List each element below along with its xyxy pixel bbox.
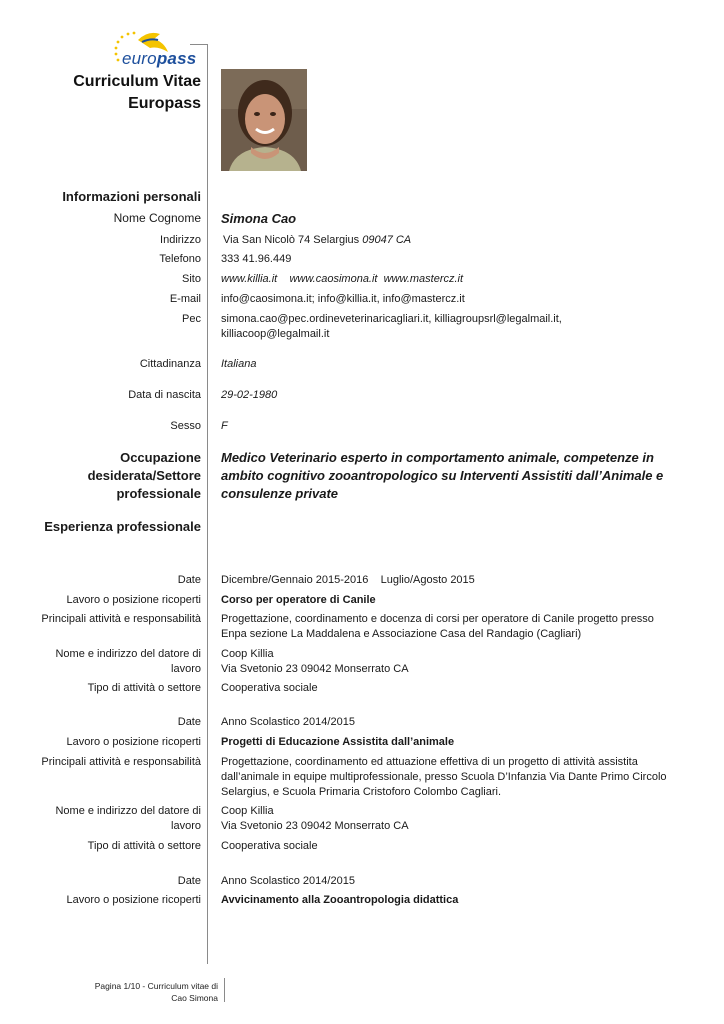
entry3-position-label: Lavoro o posizione ricoperti	[66, 894, 201, 906]
entry2-sector-label: Tipo di attività o settore	[87, 840, 201, 852]
entry2-employer	[221, 804, 691, 834]
citizenship-label: Cittadinanza	[139, 358, 201, 370]
birth-label: Data di nascita	[128, 389, 201, 401]
entry2-activities-label: Principali attività e responsabilità	[41, 756, 201, 768]
site-value[interactable]: www.killia.it www.caosimona.it www.mastercz.it	[221, 273, 464, 285]
cv-title	[73, 71, 201, 115]
entry2-employer-line2: Via Svetonio 23 09042 Monserrato CA	[221, 820, 409, 832]
occupation-value	[221, 449, 691, 503]
cv-title-line1: Curriculum Vitae	[73, 73, 201, 90]
address-label: Indirizzo	[160, 234, 201, 246]
entry1-employer-line2: Via Svetonio 23 09042 Monserrato CA	[221, 663, 409, 675]
address-street: Via San Nicolò 74 Selargius	[223, 234, 363, 246]
entry1-activities-line1: Progettazione, coordinamento e docenza di corsi per operatore di Canile progetto presso	[221, 613, 654, 625]
entry3-date: Anno Scolastico 2014/2015	[221, 875, 355, 887]
entry2-employer-line1: Coop Killia	[221, 805, 274, 817]
occupation-value-line1: Medico Veterinario esperto in comportamento animale, competenze in	[221, 450, 654, 465]
footer-line2: Cao Simona	[171, 993, 218, 1003]
sex-label: Sesso	[170, 420, 201, 432]
entry2-activities	[221, 755, 691, 800]
profile-photo	[221, 69, 307, 171]
email-value[interactable]: info@caosimona.it; info@killia.it, info@mastercz.it	[221, 293, 465, 305]
occupation-value-line3: consulenze private	[221, 486, 339, 501]
entry1-activities-line2: Enpa sezione La Maddalena e Associazione Casa del Randagio (Cagliari)	[221, 628, 582, 640]
entry2-employer-label	[55, 804, 201, 834]
entry2-date-label: Date	[177, 716, 201, 728]
logo-pass-text: pass	[156, 49, 197, 68]
occupation-label-line3: professionale	[116, 486, 201, 501]
occupation-label	[88, 449, 201, 503]
name-value: Simona Cao	[221, 211, 297, 226]
address-value	[223, 233, 693, 248]
logo-euro-text: euro	[122, 49, 157, 68]
pec-line2: killiacoop@legalmail.it	[221, 328, 330, 340]
pec-value[interactable]	[221, 312, 691, 342]
section-personal-info: Informazioni personali	[62, 189, 201, 204]
birth-value: 29-02-1980	[221, 389, 278, 401]
entry2-position-label: Lavoro o posizione ricoperti	[66, 736, 201, 748]
entry1-sector: Cooperativa sociale	[221, 682, 318, 694]
email-label: E-mail	[169, 293, 201, 305]
phone-value: 333 41.96.449	[221, 253, 292, 265]
citizenship-value: Italiana	[221, 358, 257, 370]
entry1-employer-line1: Coop Killia	[221, 648, 274, 660]
entry2-activities-line2: dall’animale in equipe multiprofessionale, presso Scuola D’Infanzia Via Dante Primo Circolo	[221, 771, 667, 783]
entry2-activities-line3: Selargius, e Scuola Primaria Cristoforo Colombo Cagliari.	[221, 786, 502, 798]
page-footer	[70, 980, 218, 1004]
cv-title-line2: Europass	[128, 95, 201, 112]
header-tick	[190, 44, 208, 45]
entry1-position: Corso per operatore di Canile	[221, 594, 376, 606]
phone-label: Telefono	[159, 253, 201, 265]
entry3-date-label: Date	[177, 875, 201, 887]
footer-divider	[224, 978, 225, 1002]
entry1-date-label: Date	[177, 574, 201, 586]
entry2-employer-label-line2: lavoro	[171, 820, 201, 832]
entry2-date: Anno Scolastico 2014/2015	[221, 716, 355, 728]
sex-value: F	[221, 420, 228, 432]
occupation-value-line2: ambito cognitivo zooantropologico su Interventi Assistiti dall’Animale e	[221, 468, 664, 483]
entry3-position: Avvicinamento alla Zooantropologia didattica	[221, 894, 459, 906]
entry1-position-label: Lavoro o posizione ricoperti	[66, 594, 201, 606]
entry1-employer-label-line1: Nome e indirizzo del datore di	[55, 648, 201, 660]
entry1-employer-label	[55, 647, 201, 677]
pec-label: Pec	[182, 313, 201, 325]
entry2-employer-label-line1: Nome e indirizzo del datore di	[55, 805, 201, 817]
europass-wordmark	[122, 49, 196, 69]
entry1-date: Dicembre/Gennaio 2015-2016 Luglio/Agosto 2015	[221, 574, 475, 586]
entry2-sector: Cooperativa sociale	[221, 840, 318, 852]
entry1-employer-label-line2: lavoro	[171, 663, 201, 675]
occupation-label-line2: desiderata/Settore	[87, 468, 201, 483]
site-label: Sito	[182, 273, 201, 285]
column-divider	[207, 44, 208, 964]
entry1-activities-label: Principali attività e responsabilità	[41, 613, 201, 625]
occupation-label-line1: Occupazione	[120, 450, 201, 465]
entry1-activities	[221, 612, 691, 642]
pec-line1: simona.cao@pec.ordineveterinaricagliari.it, killiagroupsrl@legalmail.it,	[221, 313, 562, 325]
section-experience: Esperienza professionale	[44, 519, 201, 534]
entry2-activities-line1: Progettazione, coordinamento ed attuazione effettiva di un progetto di attività assistita	[221, 756, 638, 768]
name-label: Nome Cognome	[113, 211, 201, 225]
portrait-image	[221, 69, 307, 171]
footer-line1: Pagina 1/10 - Curriculum vitae di	[94, 981, 218, 991]
entry1-employer	[221, 647, 691, 677]
entry2-position: Progetti di Educazione Assistita dall’animale	[221, 736, 455, 748]
entry1-sector-label: Tipo di attività o settore	[87, 682, 201, 694]
address-zip: 09047 CA	[362, 234, 412, 246]
